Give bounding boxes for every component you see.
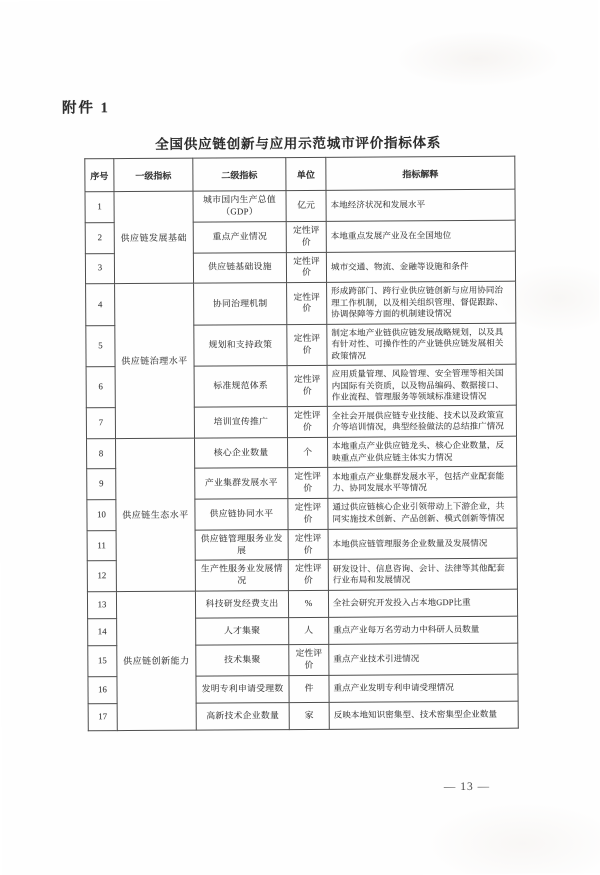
unit-cell: 定性评价: [287, 365, 327, 407]
row-number-cell: 16: [88, 677, 117, 704]
row-number-cell: 9: [87, 469, 116, 500]
level2-indicator-cell: 协同治理机制: [194, 283, 287, 325]
explanation-cell: 本地重点发展产业及在全国地位: [326, 220, 515, 252]
unit-cell: 定性评价: [289, 644, 329, 675]
row-number-cell: 14: [88, 619, 117, 646]
row-number-cell: 8: [87, 439, 116, 469]
explanation-cell: 反映本地知识密集型、技术密集型企业数量: [329, 701, 518, 729]
level1-indicator-cell: 供应链发展基础: [114, 191, 194, 284]
row-number-cell: 10: [87, 500, 116, 531]
unit-cell: 定性评价: [288, 529, 328, 560]
explanation-cell: 城市交通、物流、金融等设施和条件: [326, 251, 515, 283]
explanation-cell: 本地重点产业集群发展水平，包括产业配套能力、协同发展水平等情况: [328, 466, 517, 498]
row-number-cell: 13: [87, 592, 116, 619]
row-number-cell: 2: [85, 222, 114, 253]
row-number-cell: 4: [86, 284, 115, 326]
explanation-cell: 全社会开展供应链专业技能、技术以及政策宣介等培训情况，典型经验做法的总结推广情况: [327, 406, 516, 438]
row-number-cell: 11: [87, 530, 116, 561]
explanation-cell: 制定本地产业链供应链发展战略规划，以及具有针对性、可操作性的产业链供应链发展相关政策情况: [327, 323, 516, 366]
explanation-cell: 重点产业发明专利申请受理情况: [329, 674, 518, 702]
table-row: [85, 189, 515, 222]
table-row: [87, 589, 517, 619]
level2-indicator-cell: 产业集群发展水平: [195, 468, 288, 499]
row-number-cell: 6: [86, 367, 115, 409]
unit-cell: 个: [288, 438, 328, 468]
row-number-cell: 3: [85, 253, 114, 284]
row-number-cell: 7: [86, 408, 115, 439]
explanation-cell: 通过供应链核心企业引领带动上下游企业，共同实施技术创新、产品创新、模式创新等情况: [328, 497, 517, 529]
unit-cell: 定性评价: [288, 498, 328, 529]
explanation-cell: 全社会研究开发投入占本地GDP比重: [328, 589, 517, 617]
unit-cell: 家: [289, 702, 329, 729]
unit-cell: 定性评价: [287, 283, 327, 325]
level2-indicator-cell: 规划和支持政策: [194, 324, 287, 366]
unit-cell: 定性评价: [288, 467, 328, 498]
unit-cell: %: [288, 590, 328, 617]
level2-indicator-cell: 标准规范体系: [194, 366, 287, 408]
row-number-cell: 15: [88, 646, 117, 677]
explanation-cell: 研发设计、信息咨询、会计、法律等其他配套行业布局和发展情况: [328, 559, 517, 591]
explanation-cell: 本地供应链管理服务企业数量及发展情况: [328, 528, 517, 560]
level1-indicator-cell: 供应链创新能力: [116, 591, 196, 730]
level2-indicator-cell: 核心企业数量: [195, 438, 288, 469]
column-header-number: 序号: [85, 159, 114, 192]
level1-indicator-cell: 供应链治理水平: [115, 283, 195, 438]
unit-cell: 定性评价: [287, 407, 327, 438]
attachment-label: 附件 1: [61, 100, 110, 117]
unit-cell: 定性评价: [288, 560, 328, 591]
unit-cell: 亿元: [286, 190, 326, 221]
unit-cell: 人: [289, 617, 329, 644]
level2-indicator-cell: 发明专利申请受理数: [196, 675, 289, 703]
unit-cell: 定性评价: [287, 324, 327, 366]
level2-indicator-cell: 重点产业情况: [193, 221, 286, 252]
level2-indicator-cell: 供应链协同水平: [195, 498, 288, 529]
column-header-level1-indicator: 一级指标: [114, 158, 193, 191]
indicator-table-body: [85, 189, 518, 731]
level2-indicator-cell: 生产性服务业发展情况: [195, 560, 288, 591]
row-number-cell: 17: [88, 704, 117, 731]
unit-cell: 定性评价: [286, 221, 326, 252]
row-number-cell: 5: [86, 325, 115, 367]
row-number-cell: 12: [87, 561, 116, 592]
explanation-cell: 本地经济状况和发展水平: [326, 189, 515, 221]
explanation-cell: 形成跨部门、跨行业供应链创新与应用协同治理工作机制，以及相关组织管理、督促跟踪、协调保障等方面的机制建设情况: [327, 281, 516, 324]
explanation-cell: 重点产业每万名劳动力中科研人员数量: [329, 616, 518, 644]
level2-indicator-cell: 供应链基础设施: [193, 252, 286, 283]
level2-indicator-cell: 城市国内生产总值 （GDP）: [193, 191, 286, 222]
indicator-table: [84, 156, 518, 732]
level2-indicator-cell: 技术集聚: [196, 645, 289, 676]
explanation-cell: 重点产业技术引进情况: [329, 643, 518, 675]
table-row: [87, 436, 517, 469]
level2-indicator-cell: 科技研发经费支出: [195, 591, 288, 619]
column-header-level2-indicator: 二级指标: [193, 158, 286, 192]
explanation-cell: 应用质量管理、风险管理、安全管理等相关国内国际有关资质，以及物品编码、数据接口、作业流程、管理服务等领域标准建设情况: [327, 364, 516, 407]
table-row: [86, 281, 516, 325]
table-header-row: [85, 156, 515, 192]
explanation-cell: 本地重点产业供应链龙头、核心企业数量，反映重点产业供应链主体实力情况: [328, 436, 517, 467]
level2-indicator-cell: 高新技术企业数量: [196, 702, 289, 730]
page-number: — 13 —: [443, 780, 491, 794]
level2-indicator-cell: 培训宣传推广: [194, 407, 287, 438]
unit-cell: 件: [289, 675, 329, 702]
row-number-cell: 1: [85, 192, 114, 223]
column-header-explanation: 指标解释: [326, 156, 515, 190]
column-header-unit: 单位: [286, 157, 326, 190]
level2-indicator-cell: 人才集聚: [196, 618, 289, 646]
unit-cell: 定性评价: [286, 252, 326, 283]
level2-indicator-cell: 供应链管理服务业发展: [195, 529, 288, 560]
level1-indicator-cell: 供应链生态水平: [116, 438, 196, 591]
page-title: 全国供应链创新与应用示范城市评价指标体系: [155, 135, 442, 152]
